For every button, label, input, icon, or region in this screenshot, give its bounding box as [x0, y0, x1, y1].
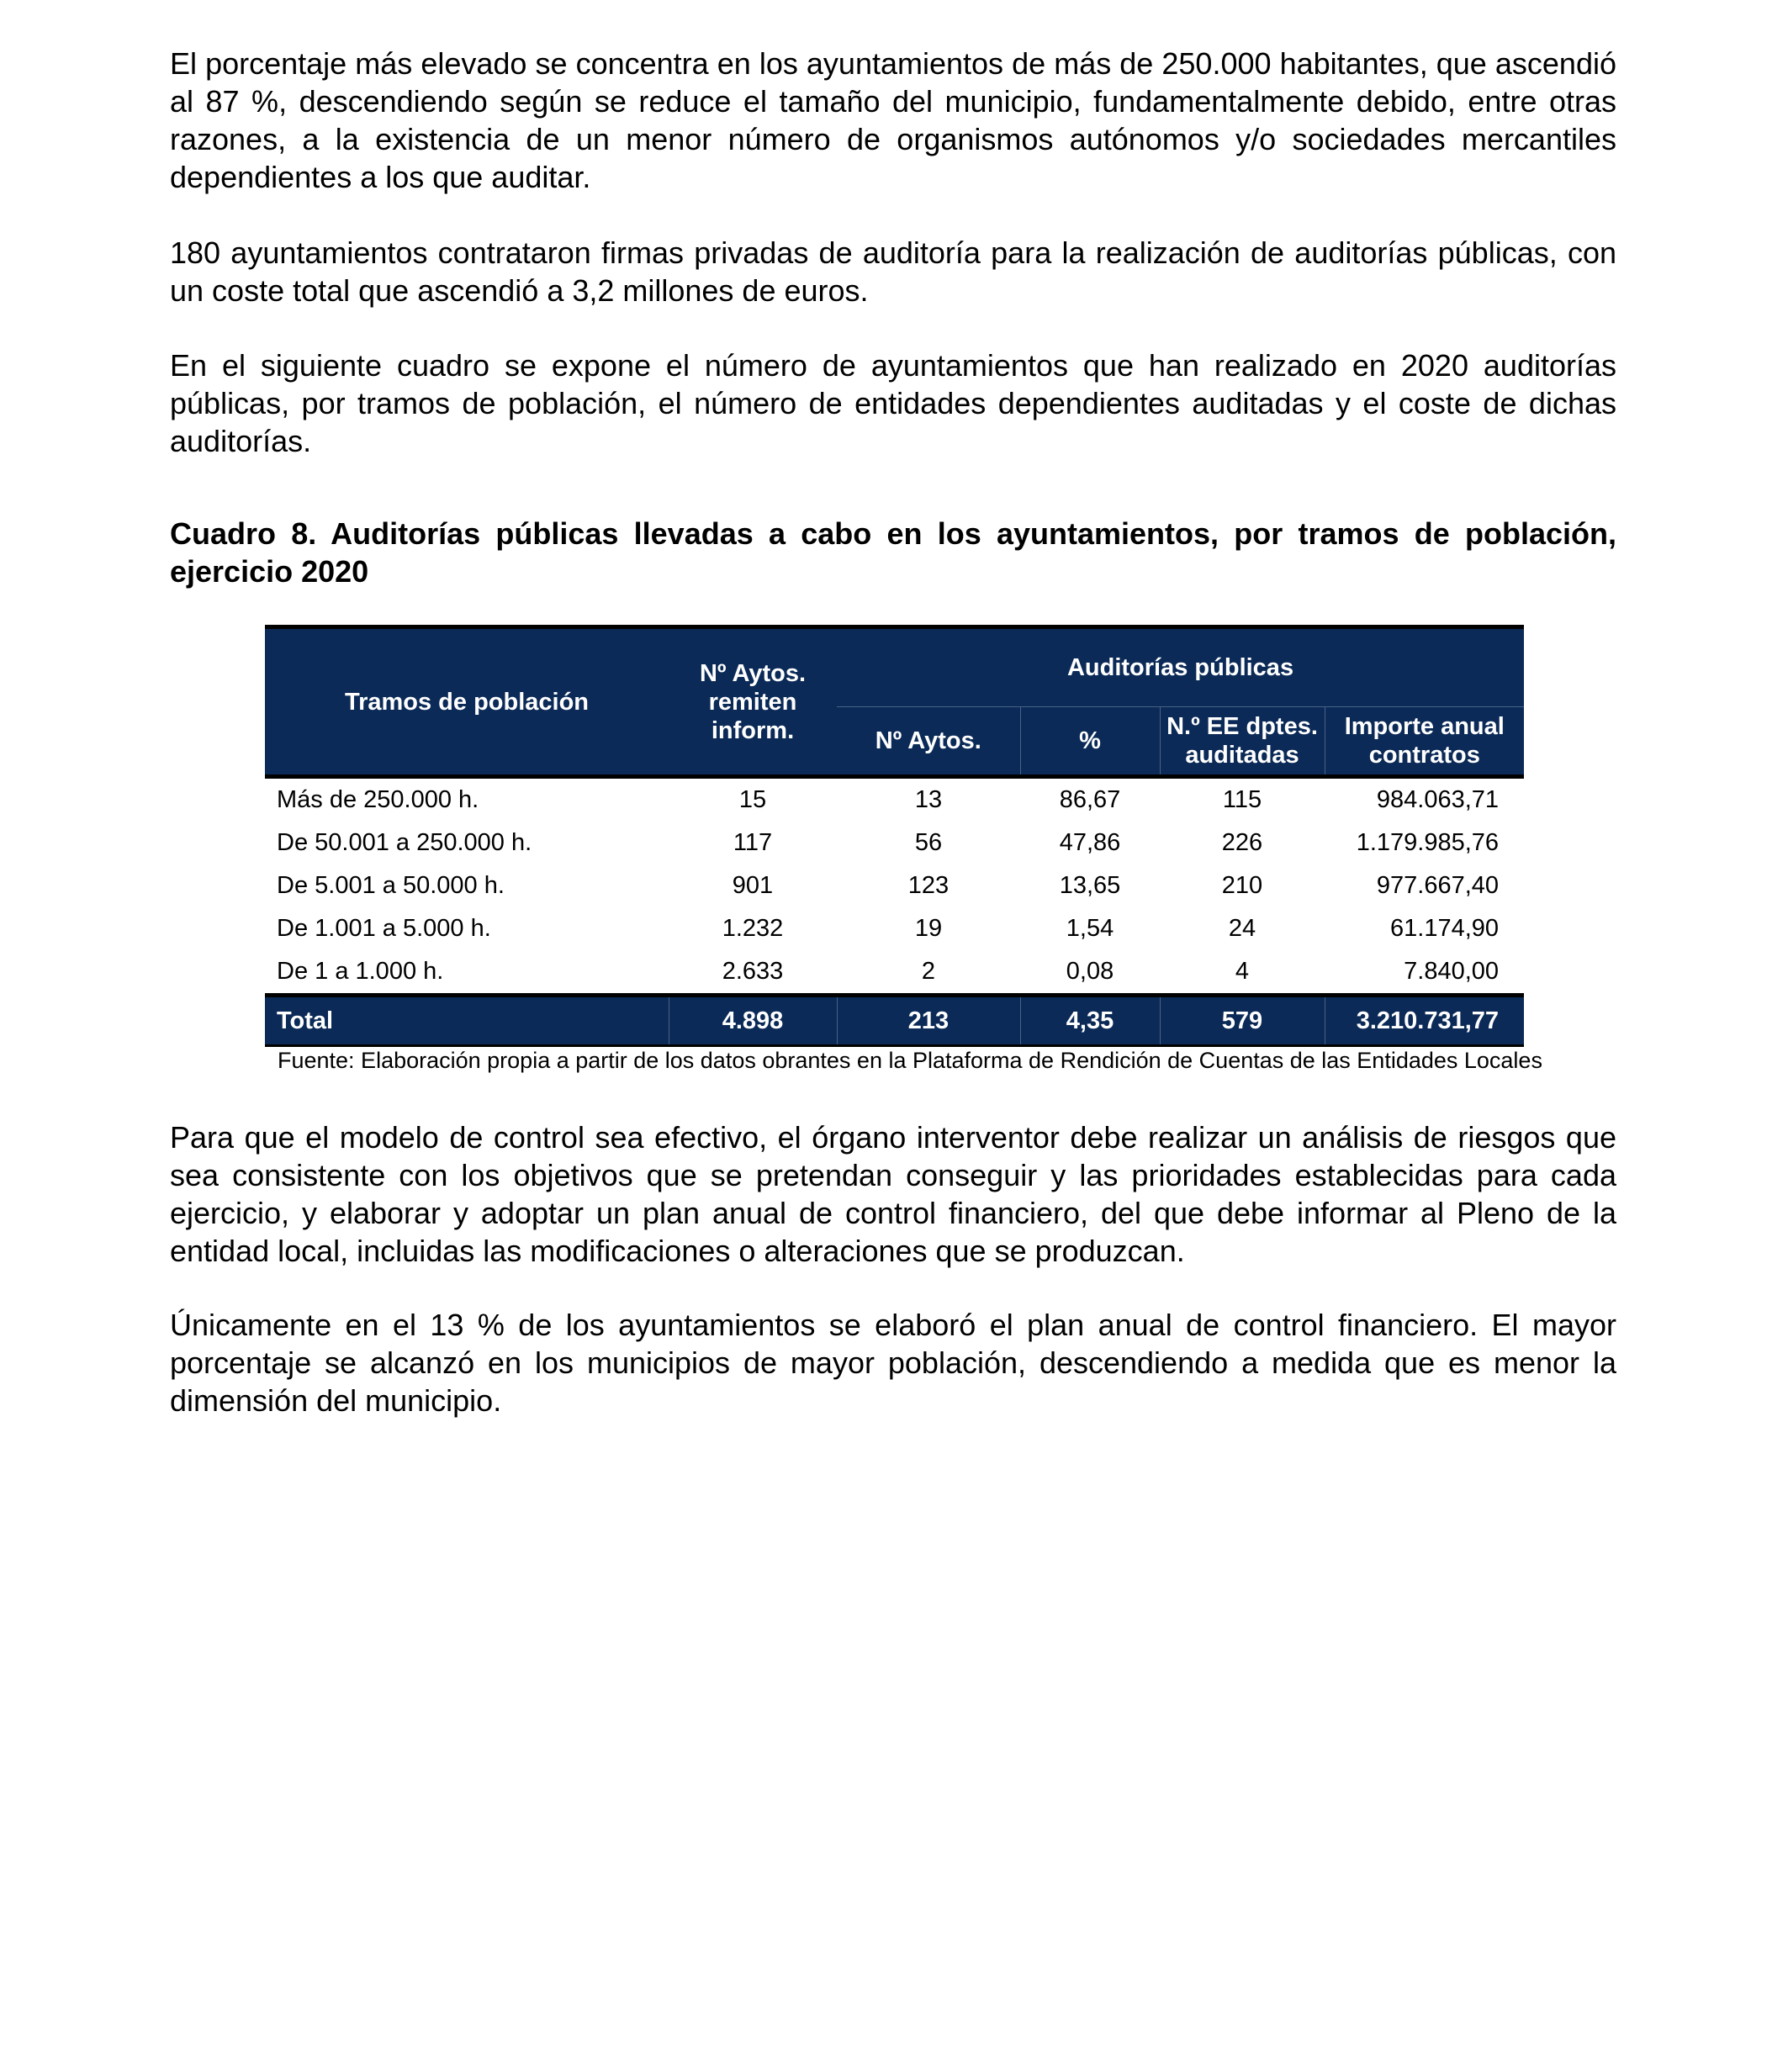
- cell-ee: 210: [1221, 872, 1263, 899]
- total-importe: 3.210.731,77: [1325, 996, 1524, 1046]
- cell-percent: 47,86: [1059, 829, 1121, 856]
- cell-ee: 24: [1228, 915, 1256, 942]
- cell-n-aytos: 56: [914, 829, 943, 856]
- cell-ee: 115: [1222, 786, 1262, 813]
- header-tramos: Tramos de población: [265, 627, 669, 777]
- table-source: Fuente: Elaboración propia a partir de los datos obrantes en la Plataforma de Rendición de Cuentas de las Entidades Locales: [278, 1048, 1542, 1073]
- total-percent: 4,35: [1020, 996, 1160, 1046]
- header-ee-auditadas: N.º EE dptes. auditadas: [1160, 707, 1325, 777]
- cell-importe: 61.174,90: [1390, 915, 1500, 942]
- table-caption: Cuadro 8. Auditorías públicas llevadas a cabo en los ayuntamientos, por tramos de población, ejercicio 2020: [170, 516, 1616, 589]
- cell-importe: 977.667,40: [1376, 872, 1500, 899]
- header-percent: %: [1020, 707, 1160, 777]
- table-header: [265, 627, 1524, 777]
- cell-remiten: 2.633: [722, 958, 784, 985]
- cell-percent: 1,54: [1066, 915, 1114, 942]
- cell-n-aytos: 13: [914, 786, 943, 813]
- header-remiten: Nº Aytos. remiten inform.: [669, 627, 837, 777]
- table-body: [265, 777, 1524, 996]
- cell-n-aytos: 123: [907, 872, 950, 899]
- total-ee: 579: [1160, 996, 1325, 1046]
- cell-tramo: De 50.001 a 250.000 h.: [277, 829, 532, 856]
- header-importe: Importe anual contratos: [1325, 707, 1524, 777]
- cell-ee: 226: [1221, 829, 1263, 856]
- cell-importe: 1.179.985,76: [1356, 829, 1500, 856]
- table-row: [265, 864, 1524, 907]
- cell-remiten: 901: [732, 872, 774, 899]
- table-row: [265, 777, 1524, 822]
- paragraph-5: Únicamente en el 13 % de los ayuntamientos se elaboró el plan anual de control financiero. El mayor porcentaje se alcanzó en los municipios de mayor población, descendiendo a medida que es menor la dimensión del municipio.: [170, 1308, 1616, 1418]
- cell-percent: 0,08: [1066, 958, 1114, 985]
- total-n-aytos: 213: [837, 996, 1020, 1046]
- cell-remiten: 15: [738, 786, 767, 813]
- table-row: [265, 907, 1524, 950]
- cell-tramo: De 1 a 1.000 h.: [277, 958, 444, 985]
- table-total: [265, 996, 1524, 1046]
- cell-n-aytos: 19: [914, 915, 943, 942]
- cell-importe: 984.063,71: [1376, 786, 1500, 813]
- cell-remiten: 117: [733, 829, 773, 856]
- audit-table: [265, 625, 1524, 1047]
- header-n-aytos: Nº Aytos.: [837, 707, 1020, 777]
- cell-n-aytos: 2: [921, 958, 936, 985]
- cell-tramo: De 1.001 a 5.000 h.: [277, 915, 491, 942]
- total-remiten: 4.898: [669, 996, 837, 1046]
- cell-tramo: Más de 250.000 h.: [277, 786, 479, 813]
- table-row: [265, 950, 1524, 996]
- total-label: Total: [265, 996, 669, 1046]
- cell-remiten: 1.232: [722, 915, 784, 942]
- cell-tramo: De 5.001 a 50.000 h.: [277, 872, 505, 899]
- paragraph-4: Para que el modelo de control sea efectivo, el órgano interventor debe realizar un análisis de riesgos que sea consistente con los objetivos que se pretendan conseguir y las prioridades establecidas para cada ejercicio, y elaborar y adoptar un plan anual de control financiero, del que debe informar al Pleno de la entidad local, incluidas las modificaciones o alteraciones que se produzcan.: [170, 1120, 1616, 1268]
- table-row: [265, 822, 1524, 864]
- cell-percent: 86,67: [1059, 786, 1121, 813]
- total-row: [265, 996, 1524, 1046]
- cell-percent: 13,65: [1059, 872, 1121, 899]
- paragraph-2: 180 ayuntamientos contrataron firmas privadas de auditoría para la realización de auditorías públicas, con un coste total que ascendió a 3,2 millones de euros.: [170, 235, 1616, 308]
- paragraph-1: El porcentaje más elevado se concentra en los ayuntamientos de más de 250.000 habitantes, que ascendió al 87 %, descendiendo según se reduce el tamaño del municipio, fundamentalmente debido, entre otras razones, a la existencia de un menor número de organismos autónomos y/o sociedades mercantiles dependientes a los que auditar.: [170, 46, 1616, 194]
- data-table: [265, 625, 1524, 1047]
- paragraph-3: En el siguiente cuadro se expone el número de ayuntamientos que han realizado en 2020 auditorías públicas, por tramos de población, el número de entidades dependientes auditadas y el coste de dichas auditorías.: [170, 348, 1616, 458]
- cell-ee: 4: [1235, 958, 1250, 985]
- header-auditorias-group: Auditorías públicas: [837, 627, 1524, 707]
- cell-importe: 7.840,00: [1404, 958, 1500, 985]
